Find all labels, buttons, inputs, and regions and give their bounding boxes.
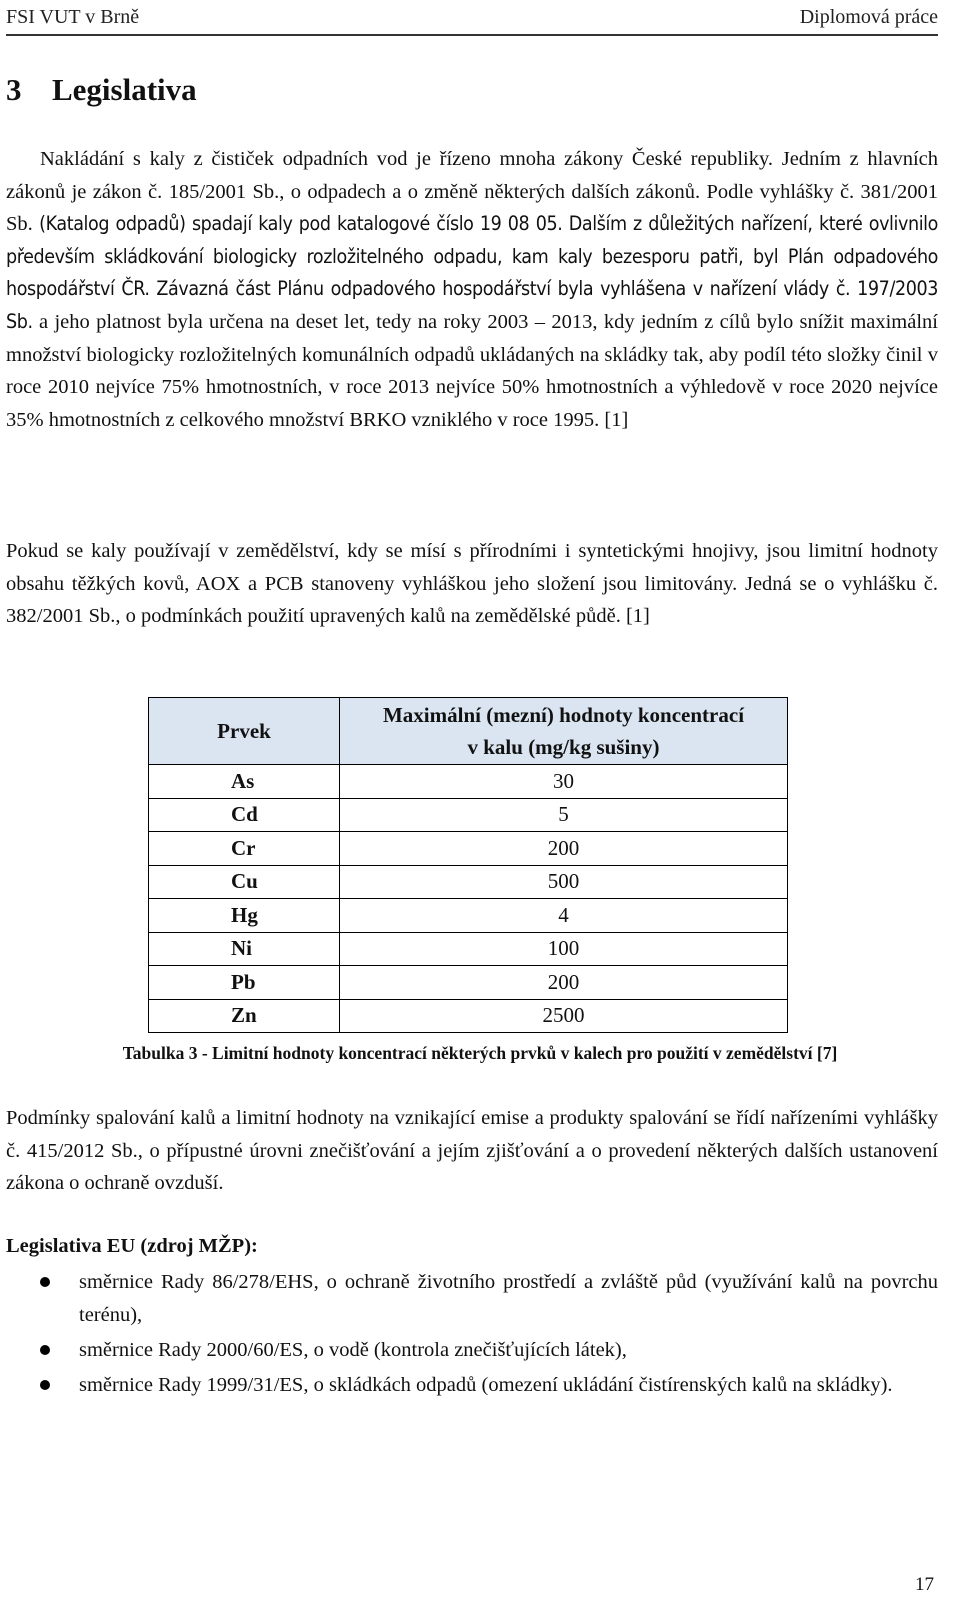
- column-header-line: Maximální (mezní) hodnoty koncentrací: [382, 703, 745, 727]
- chapter-title: Legislativa: [52, 72, 197, 107]
- table-row: [149, 999, 788, 1033]
- header-institution: FSI VUT v Brně: [6, 6, 140, 28]
- page-number: 17: [915, 1574, 934, 1595]
- table-header-row: [149, 698, 788, 765]
- list-item: [6, 1334, 938, 1367]
- cell-element: Ni: [149, 932, 340, 966]
- cell-element: Zn: [149, 999, 340, 1033]
- paragraph-part: a jeho platnost byla určena na deset let, tedy na roky 2003 – 2013, kdy jedním z cílů bylo snížit maximální množství biologicky rozložitelných komunálních odpadů ukládaných na skládky tak, aby podíl této složky činil v roce 2010 nejvíce 75% hmotnostních, v roce 2013 nejvíce 50% hmotnostních a výhledově v roce 2020 nejvíce 35% hmotnostních z celkového množství BRKO vzniklého v roce 1995. [1]: [6, 310, 938, 431]
- list-item: [6, 1266, 938, 1332]
- bullet-icon: [40, 1380, 50, 1390]
- limits-table: [148, 697, 788, 1033]
- cell-element: As: [149, 765, 340, 799]
- list-item-text: směrnice Rady 1999/31/ES, o skládkách odpadů (omezení ukládání čistírenských kalů na skládky).: [79, 1374, 893, 1396]
- list-item-text: směrnice Rady 86/278/EHS, o ochraně životního prostředí a zvláště půd (využívání kalů na povrchu terénu),: [79, 1271, 938, 1326]
- table-row: [149, 832, 788, 866]
- table-row: [149, 966, 788, 1000]
- list-item: [6, 1369, 938, 1402]
- paragraph-legislation-intro: [6, 143, 938, 436]
- table-row: [149, 932, 788, 966]
- paragraph-part: Nakládání s kaly z čističek odpadních vod je řízeno mnoha zákony České republiky. Jedním z hlavních zákonů je zákon č. 185/2001 Sb., o odpadech a o změně některých dalších zákonů. Podle vyhlášky č. 381/2001 Sb.: [6, 148, 938, 236]
- cell-element: Cr: [149, 832, 340, 866]
- paragraph-agriculture: Pokud se kaly používají v zemědělství, kdy se mísí s přírodními i syntetickými hnojivy, jsou limitní hodnoty obsahu těžkých kovů, AOX a PCB stanoveny vyhláškou jeho složení jsou limitovány. Jedná se o vyhlášku č. 382/2001 Sb., o podmínkách použití upravených kalů na zemědělské půdě. [1]: [6, 540, 938, 628]
- table-row: [149, 765, 788, 799]
- page-header: [6, 4, 938, 36]
- cell-value: 200: [340, 832, 788, 866]
- table-caption: Tabulka 3 - Limitní hodnoty koncentrací některých prvků v kalech pro použití v zemědělství [7]: [122, 1043, 838, 1063]
- cell-element: Pb: [149, 966, 340, 1000]
- cell-element: Hg: [149, 899, 340, 933]
- cell-value: 100: [340, 932, 788, 966]
- table-row: [149, 899, 788, 933]
- section-heading-eu: Legislativa EU (zdroj MŽP):: [6, 1235, 258, 1257]
- cell-value: 30: [340, 765, 788, 799]
- column-header-limits: [340, 698, 788, 765]
- eu-directives-list: [6, 1266, 938, 1404]
- cell-element: Cu: [149, 865, 340, 899]
- paragraph-incineration: Podmínky spalování kalů a limitní hodnoty na vznikající emise a produkty spalování se řídí nařízeními vyhlášky č. 415/2012 Sb., o přípustné úrovni znečišťování a jejím zjišťování a o provedení některých dalších ustanovení zákona o ochraně ovzduší.: [6, 1107, 938, 1195]
- list-item-text: směrnice Rady 2000/60/ES, o vodě (kontrola znečišťujících látek),: [79, 1339, 627, 1361]
- column-header-line: v kalu (mg/kg sušiny): [467, 735, 660, 759]
- column-header-element: Prvek: [149, 698, 340, 765]
- cell-value: 200: [340, 966, 788, 1000]
- bullet-icon: [40, 1345, 50, 1355]
- chapter-heading: [6, 72, 197, 108]
- cell-value: 2500: [340, 999, 788, 1033]
- cell-value: 5: [340, 798, 788, 832]
- table-row: [149, 798, 788, 832]
- table-row: [149, 865, 788, 899]
- cell-element: Cd: [149, 798, 340, 832]
- cell-value: 500: [340, 865, 788, 899]
- paragraph-part: (Katalog odpadů) spadají kaly pod katalogové číslo 19 08 05. Dalším z důležitých nařízení, které ovlivnilo především skládkování biologicky rozložitelného odpadu, kam kaly bezesporu patři, byl Plán odpadového hospodářství ČR. Závazná část Plánu odpadového hospodářství byla vyhlášena v nařízení vlády č. 197/2003 Sb.: [6, 212, 938, 333]
- chapter-number: 3: [6, 72, 22, 107]
- cell-value: 4: [340, 899, 788, 933]
- bullet-icon: [40, 1277, 50, 1287]
- header-doc-type: Diplomová práce: [799, 6, 938, 28]
